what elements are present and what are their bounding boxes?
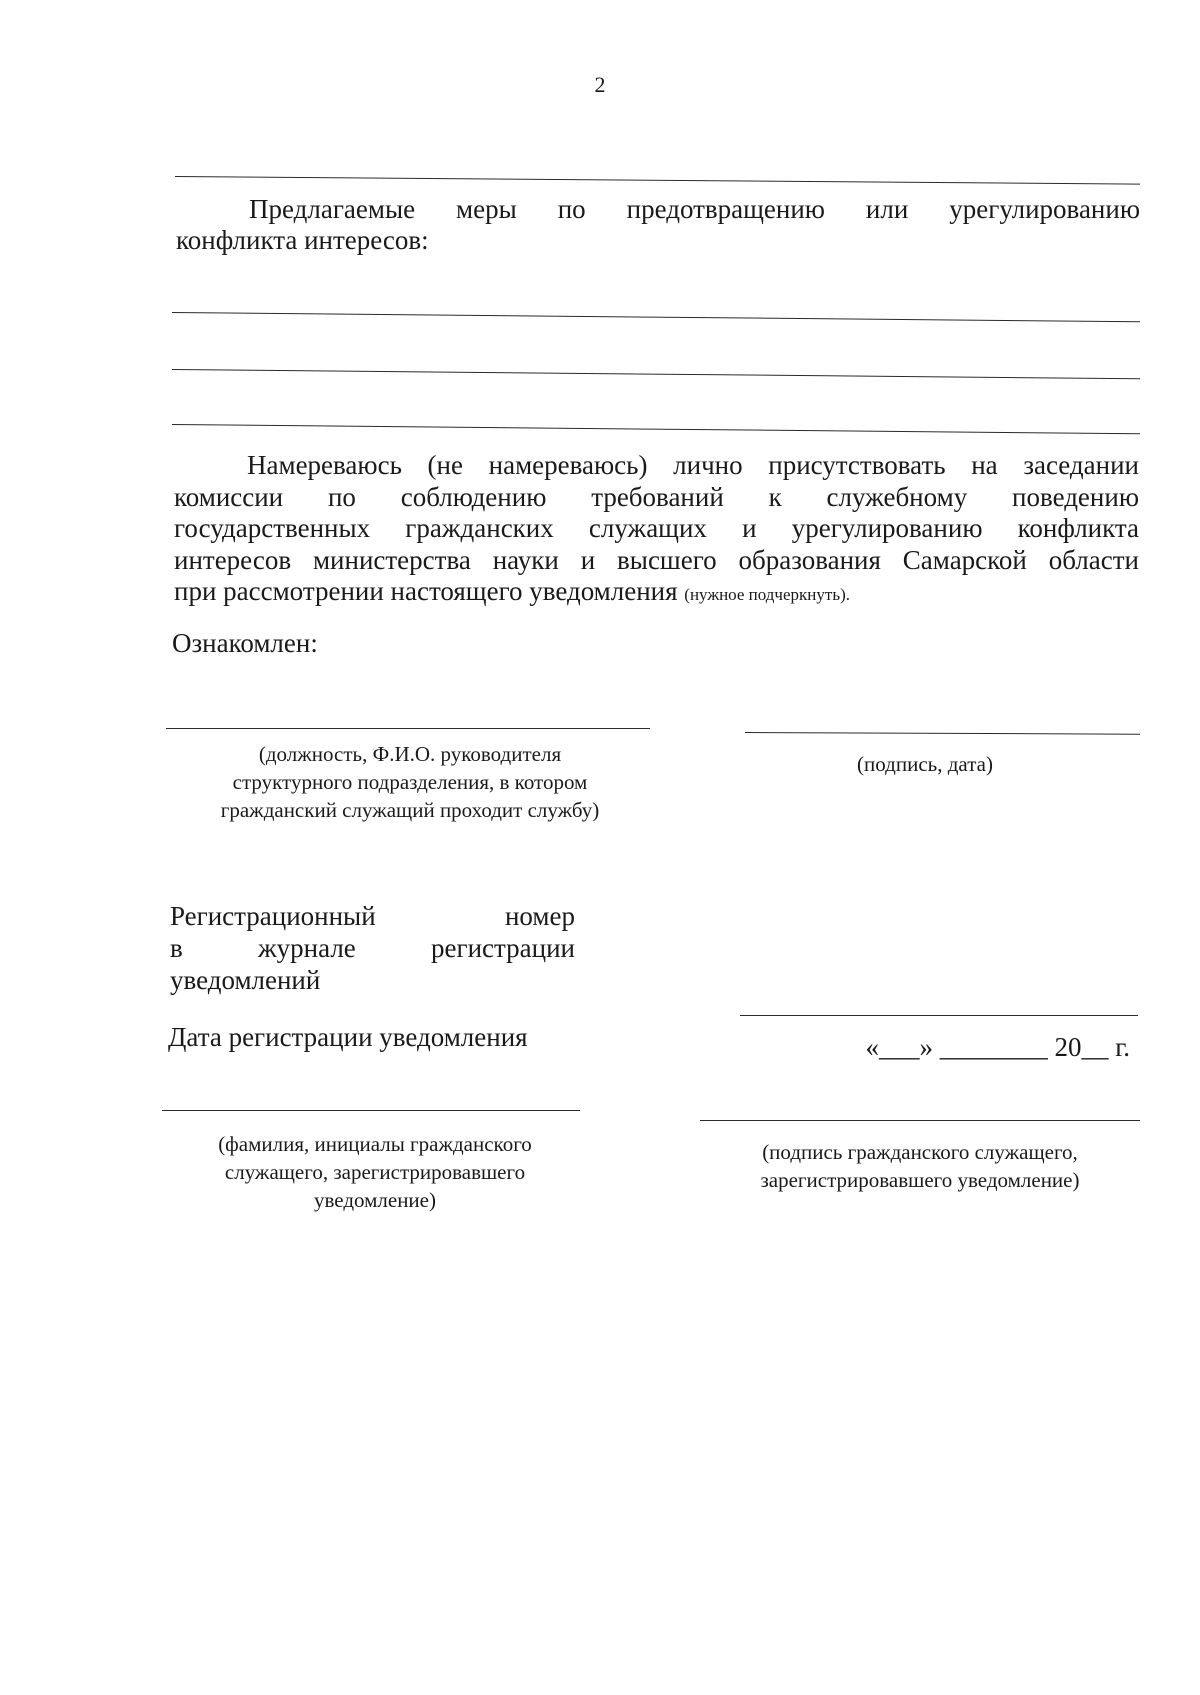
head-caption-line-2: структурного подразделения, в котором (232, 770, 588, 794)
registration-word-5: регистрации (431, 933, 575, 963)
head-signature-line (166, 728, 650, 729)
acquainted-label: Ознакомлен: (172, 628, 318, 658)
measures-line-1-rest: меры по предотвращению или урегулированию (456, 194, 1141, 224)
registration-date-label: Дата регистрации уведомления (168, 1022, 528, 1052)
blank-line-answer-3 (172, 424, 1140, 434)
registrar-signature-line (700, 1120, 1140, 1121)
intention-line-5-text: при рассмотрении настоящего уведомления (174, 576, 678, 606)
registrar-caption-line-2: служащего, зарегистрировавшего (224, 1160, 526, 1184)
registrar-caption-line-1: (фамилия, инициалы гражданского (218, 1132, 532, 1156)
head-caption-line-3: гражданский служащий проходит службу) (220, 798, 600, 822)
registrar-signature-caption (715, 1138, 1125, 1194)
intention-note: (нужное подчеркнуть). (684, 585, 850, 604)
blank-line-answer-2 (172, 369, 1140, 379)
registration-date-format: «___» ________ 20__ г. (865, 1032, 1130, 1062)
blank-line-answer-1 (172, 312, 1140, 322)
head-sign-date-line (745, 732, 1140, 735)
measures-word-proposed: Предлагаемые (249, 194, 416, 224)
intention-line-5 (174, 576, 850, 606)
registration-line-1 (170, 900, 575, 932)
intention-line-3: государственных гражданских служащих и урегулированию конфликта (174, 513, 1139, 543)
registration-word-3: в (170, 933, 183, 963)
measures-paragraph (176, 194, 1140, 256)
intention-paragraph (174, 450, 1139, 611)
page-number: 2 (594, 72, 606, 97)
registration-line-3: уведомлений (170, 965, 321, 995)
registrar-caption-line-3: уведомление) (313, 1188, 436, 1212)
head-caption-line-1: (должность, Ф.И.О. руководителя (258, 742, 562, 766)
intention-line-4: интересов министерства науки и высшего образования Самарской области (174, 544, 1139, 575)
registrar-caption (165, 1130, 585, 1214)
measures-line-2: конфликта интересов: (176, 225, 429, 255)
intention-line-2: комиссии по соблюдению требований к служебному поведению (174, 481, 1139, 512)
registration-word-2: номер (504, 901, 575, 931)
intention-line-1: Намереваюсь (не намереваюсь) лично присутствовать на заседании (247, 450, 1139, 480)
registrar-signature-caption-line-1: (подпись гражданского служащего, (762, 1140, 1078, 1164)
registration-word-1: Регистрационный (170, 901, 376, 931)
blank-line-top (175, 176, 1140, 185)
registration-number-line (740, 1015, 1138, 1016)
head-caption (170, 740, 650, 824)
registration-word-4: журнале (258, 933, 356, 963)
registrar-name-line (162, 1110, 580, 1111)
registration-number-block (170, 900, 575, 996)
registrar-signature-caption-line-2: зарегистрировавшего уведомление) (760, 1168, 1080, 1192)
registration-line-2 (170, 932, 575, 964)
signature-date-caption: (подпись, дата) (857, 752, 993, 776)
measures-line-1 (176, 194, 1140, 225)
